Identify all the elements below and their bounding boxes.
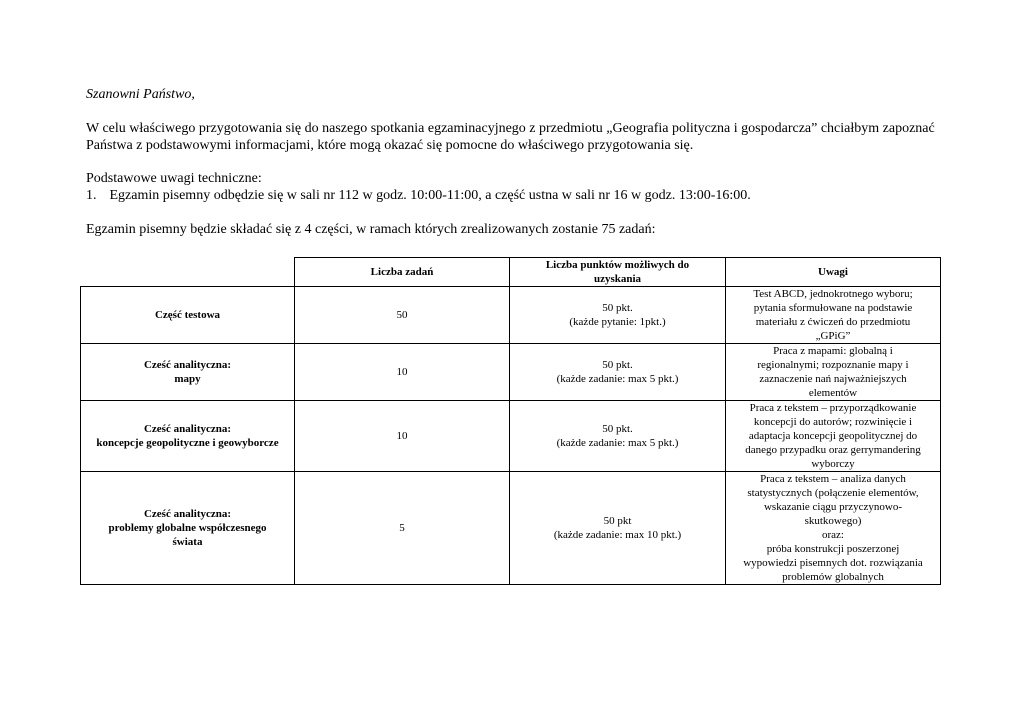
- technical-note-number: 1.: [86, 188, 97, 203]
- table-row: [81, 472, 941, 585]
- notes-line: oraz:: [822, 529, 844, 541]
- notes-cell: [726, 472, 941, 585]
- part-name-line: Cześć analityczna:: [143, 423, 232, 435]
- header-points-line: Liczba punktów możliwych do: [545, 259, 690, 271]
- part-name-line: mapy: [174, 373, 201, 385]
- intro-paragraph: W celu właściwego przygotowania się do naszego spotkania egzaminacyjnego z przedmiotu „Geografia polityczna i gospodarcza” chciałbym zapoznać Państwa z podstawowymi informacjami, które mogą okazać się pomocne do właściwego przygotowania się.: [86, 121, 935, 153]
- notes-line: problemów globalnych: [782, 571, 884, 583]
- notes-line: próba konstrukcji poszerzonej: [766, 543, 900, 555]
- part-name-line: Cześć analityczna:: [143, 508, 232, 520]
- notes-line: skutkowego): [804, 515, 862, 527]
- header-notes: Uwagi: [726, 258, 941, 287]
- notes-line: adaptacja koncepcji geopolitycznej do: [748, 430, 918, 442]
- exam-structure-intro: Egzamin pisemny będzie składać się z 4 części, w ramach których zrealizowanych zostanie 75 zadań:: [86, 222, 656, 237]
- notes-line: zaznaczenie nań najważniejszych: [759, 373, 907, 385]
- notes-line: wypowiedzi pisemnych dot. rozwiązania: [743, 557, 923, 569]
- tasks-count-cell: 50: [295, 287, 510, 344]
- notes-line: Praca z tekstem – przyporządkowanie: [749, 402, 917, 414]
- part-name-cell: [81, 472, 295, 585]
- points-cell: [510, 287, 726, 344]
- part-name-line: problemy globalne współczesnego: [108, 522, 267, 534]
- part-name-line: świata: [172, 536, 203, 548]
- tasks-count-cell: 10: [295, 401, 510, 472]
- header-tasks: Liczba zadań: [295, 258, 510, 287]
- part-name-line: koncepcje geopolityczne i geowyborcze: [96, 437, 279, 449]
- points-line: (każde zadanie: max 10 pkt.): [553, 529, 682, 541]
- technical-notes-title: Podstawowe uwagi techniczne:: [86, 171, 262, 186]
- notes-line: statystycznych (połączenie elementów,: [747, 487, 919, 499]
- tasks-count-cell: 10: [295, 344, 510, 401]
- notes-line: wyborczy: [811, 458, 855, 470]
- table-row: [81, 287, 941, 344]
- technical-note-text: Egzamin pisemny odbędzie się w sali nr 112 w godz. 10:00-11:00, a część ustna w sali nr 16 w godz. 13:00-16:00.: [109, 188, 751, 203]
- notes-cell: [726, 344, 941, 401]
- notes-line: Praca z tekstem – analiza danych: [760, 473, 906, 485]
- table-row: [81, 401, 941, 472]
- notes-line: wskazanie ciągu przyczynowo-: [763, 501, 903, 513]
- header-empty-cell: [81, 258, 295, 287]
- notes-cell: [726, 287, 941, 344]
- points-cell: [510, 472, 726, 585]
- part-name-cell: [81, 344, 295, 401]
- notes-line: danego przypadku oraz gerrymandering: [745, 444, 921, 456]
- notes-line: elementów: [808, 387, 858, 399]
- points-line: 50 pkt: [603, 515, 632, 527]
- points-line: 50 pkt.: [602, 302, 633, 314]
- points-line: 50 pkt.: [602, 423, 633, 435]
- header-points-line: uzyskania: [593, 273, 642, 285]
- exam-structure-table: [80, 257, 941, 585]
- notes-line: Test ABCD, jednokrotnego wyboru;: [753, 288, 913, 300]
- notes-line: pytania sformułowane na podstawie: [753, 302, 913, 314]
- points-line: (każde pytanie: 1pkt.): [569, 316, 666, 328]
- points-line: (każde zadanie: max 5 pkt.): [556, 373, 679, 385]
- table-row: [81, 344, 941, 401]
- notes-line: regionalnymi; rozpoznanie mapy i: [757, 359, 909, 371]
- technical-note-item: [86, 187, 751, 204]
- notes-line: „GPiG”: [815, 330, 851, 342]
- tasks-count-cell: 5: [295, 472, 510, 585]
- notes-cell: [726, 401, 941, 472]
- part-name-cell: [81, 401, 295, 472]
- part-name-cell: [81, 287, 295, 344]
- points-cell: [510, 344, 726, 401]
- greeting: Szanowni Państwo,: [86, 87, 195, 102]
- points-line: (każde zadanie: max 5 pkt.): [556, 437, 679, 449]
- points-line: 50 pkt.: [602, 359, 633, 371]
- notes-line: koncepcji do autorów; rozwinięcie i: [753, 416, 913, 428]
- notes-line: Praca z mapami: globalną i: [773, 345, 893, 357]
- table-header-row: [81, 258, 941, 287]
- part-name-line: Cześć analityczna:: [143, 359, 232, 371]
- header-points: [510, 258, 726, 287]
- notes-line: materiału z ćwiczeń do przedmiotu: [755, 316, 911, 328]
- points-cell: [510, 401, 726, 472]
- part-name-line: Część testowa: [154, 309, 221, 321]
